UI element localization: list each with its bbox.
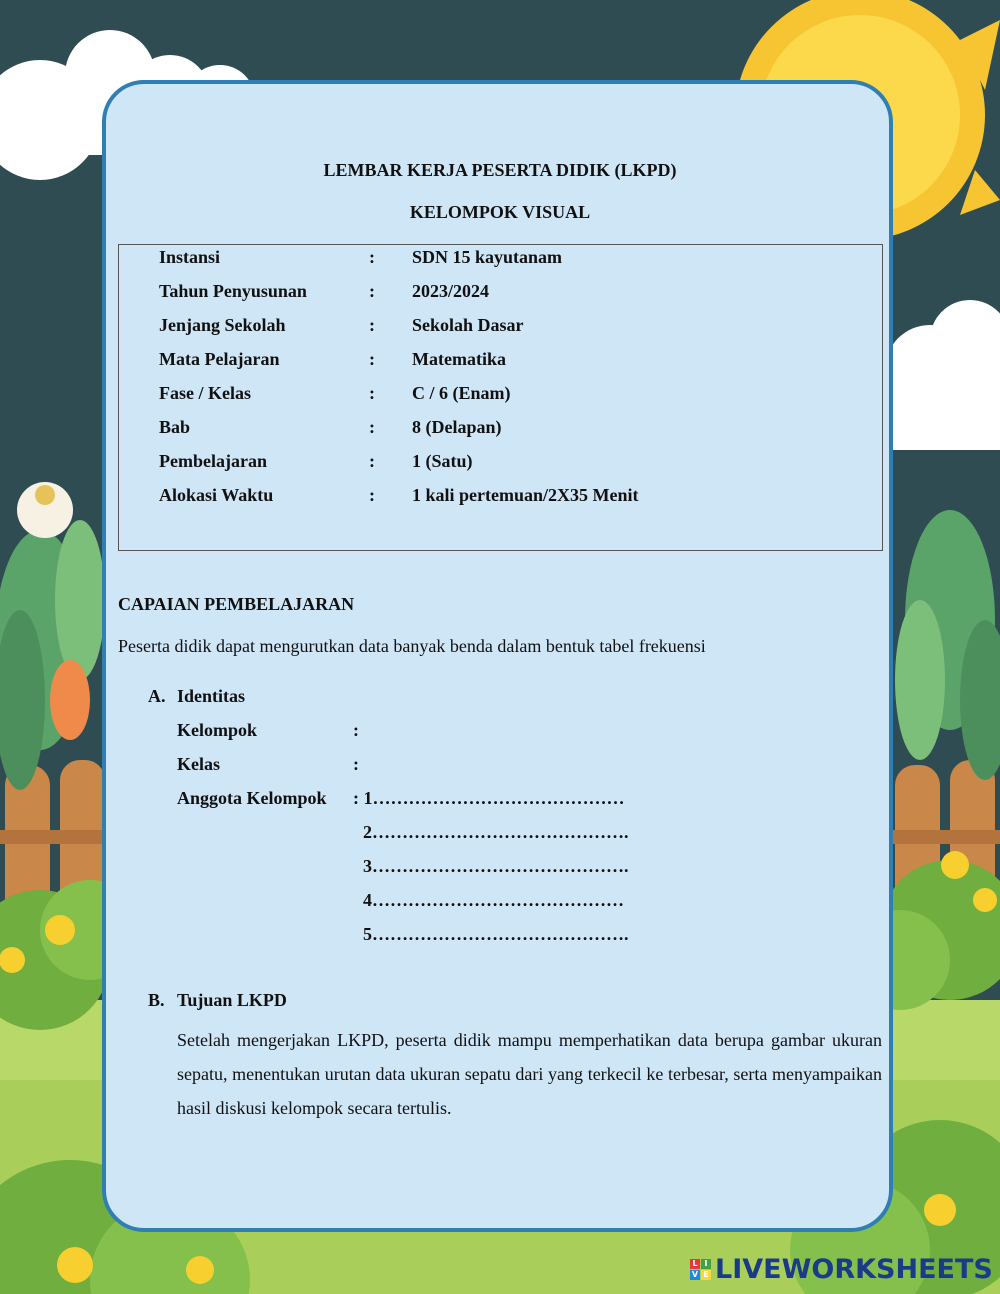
member-line-1[interactable]: : 1…………………………………… — [353, 788, 625, 808]
cloud-right — [885, 300, 1000, 450]
info-label: Tahun Penyusunan — [159, 281, 307, 301]
info-value: Sekolah Dasar — [412, 315, 524, 335]
info-label: Bab — [159, 417, 191, 437]
info-colon: : — [369, 451, 375, 471]
info-value: Matematika — [412, 349, 506, 369]
section-a-marker: A. — [148, 686, 166, 706]
info-label: Mata Pelajaran — [159, 349, 280, 369]
liveworksheets-brand[interactable] — [690, 1252, 993, 1286]
page-subtitle: KELOMPOK VISUAL — [409, 202, 591, 222]
info-colon: : — [369, 247, 375, 267]
capaian-heading: CAPAIAN PEMBELAJARAN — [118, 594, 355, 614]
plants-right — [895, 510, 1000, 780]
info-value: 8 (Delapan) — [412, 417, 502, 437]
tujuan-text: Setelah mengerjakan LKPD, peserta didik mampu memperhatikan data berupa gambar ukuran sepatu, menentukan urutan data ukuran sepatu dari yang terkecil ke terbesar, serta menyampaikan hasil diskusi kelompok secara tertulis. — [177, 1030, 882, 1118]
info-label: Instansi — [159, 247, 221, 267]
anggota-label: Anggota Kelompok — [177, 788, 327, 808]
info-value: SDN 15 kayutanam — [412, 247, 563, 267]
info-value: 1 (Satu) — [412, 451, 473, 471]
kelompok-colon: : — [353, 720, 359, 740]
member-line-5[interactable]: 5……………………………………. — [363, 924, 629, 944]
plants-left — [0, 482, 105, 790]
info-colon: : — [369, 417, 375, 437]
info-colon: : — [369, 485, 375, 505]
info-label: Jenjang Sekolah — [159, 315, 286, 335]
kelas-colon: : — [353, 754, 359, 774]
info-table — [118, 244, 883, 551]
capaian-text: Peserta didik dapat mengurutkan data banyak benda dalam bentuk tabel frekuensi — [118, 636, 706, 656]
info-value: 1 kali pertemuan/2X35 Menit — [412, 485, 639, 505]
info-label: Fase / Kelas — [159, 383, 251, 403]
info-value: C / 6 (Enam) — [412, 383, 511, 403]
section-b-marker: B. — [148, 990, 165, 1010]
tujuan-heading: Tujuan LKPD — [177, 990, 287, 1010]
member-line-2[interactable]: 2……………………………………. — [363, 822, 629, 842]
info-colon: : — [369, 315, 375, 335]
member-line-4[interactable]: 4…………………………………… — [363, 890, 624, 910]
info-colon: : — [369, 349, 375, 369]
info-value: 2023/2024 — [412, 281, 490, 301]
page-title: LEMBAR KERJA PESERTA DIDIK (LKPD) — [323, 160, 677, 180]
member-line-3[interactable]: 3……………………………………. — [363, 856, 629, 876]
info-colon: : — [369, 281, 375, 301]
info-label: Alokasi Waktu — [159, 485, 274, 505]
brand-name: LIVEWORKSHEETS — [715, 1253, 993, 1285]
kelompok-label: Kelompok — [177, 720, 258, 740]
info-label: Pembelajaran — [159, 451, 267, 471]
kelas-label: Kelas — [177, 754, 220, 774]
brand-logo-icon: L I V E — [690, 1259, 711, 1280]
identitas-heading: Identitas — [177, 686, 246, 706]
info-colon: : — [369, 383, 375, 403]
